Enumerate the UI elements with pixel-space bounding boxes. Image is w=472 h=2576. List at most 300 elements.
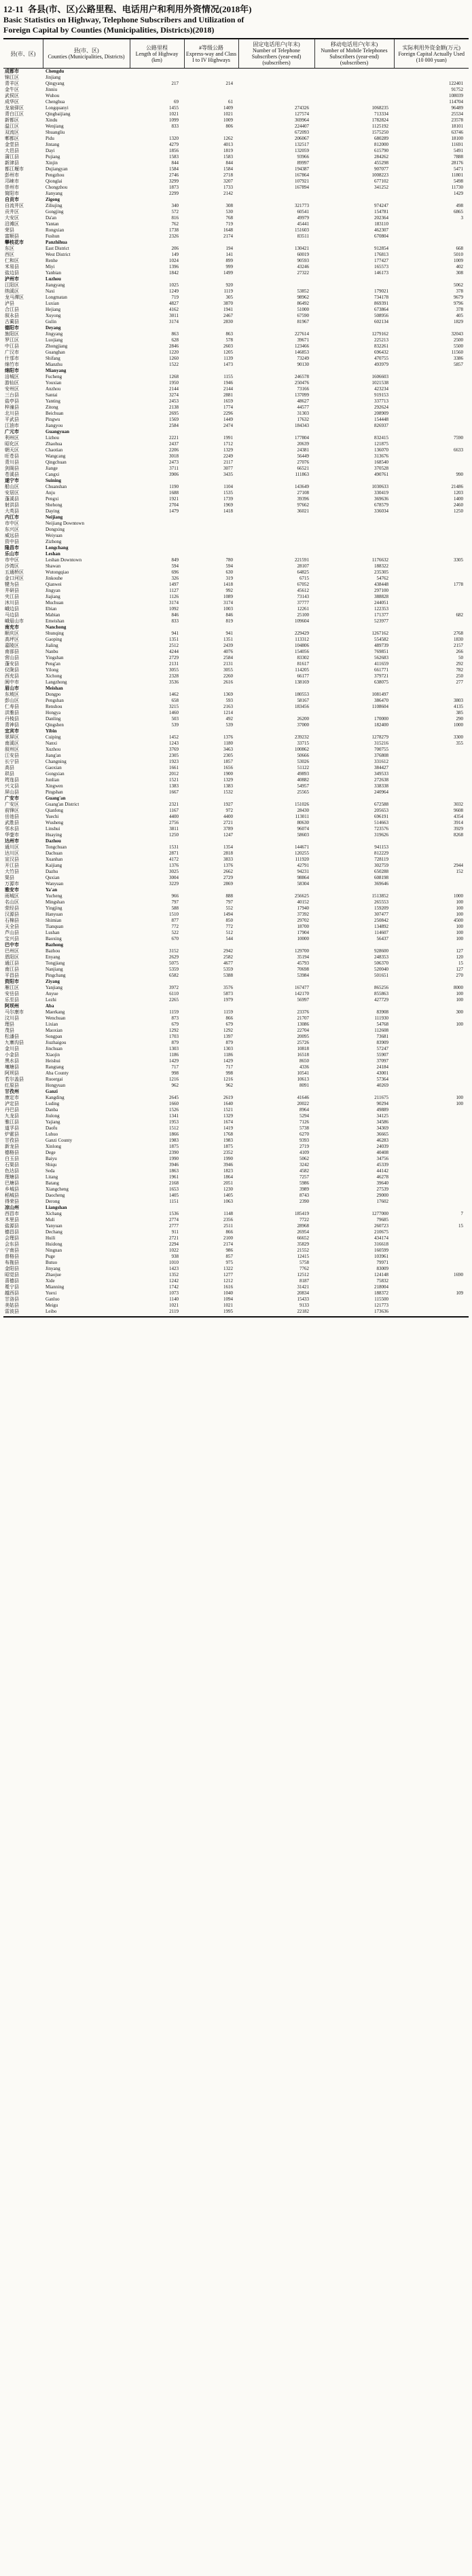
fixed-telephone: 31303 [297, 411, 309, 416]
county-name-en: Xinjin [46, 160, 58, 166]
graded-highway [184, 533, 238, 539]
table-row [3, 588, 469, 594]
mobile-telephone: 49889 [376, 1107, 388, 1113]
county-name-zh: 沙湾区 [5, 563, 19, 569]
fixed-telephone: 48627 [297, 398, 309, 404]
fixed-telephone: 40882 [297, 777, 309, 783]
region-row [3, 887, 469, 893]
table-title-en-line2: Foreign Capital by Counties (Municipalities, Districts)(2018) [3, 25, 215, 35]
county-name-zh: 叙州区 [5, 747, 19, 752]
table-row [3, 808, 469, 814]
mobile-telephone: 1108604 [371, 704, 388, 709]
table-row [3, 789, 469, 796]
table-row [3, 319, 469, 325]
fixed-telephone: 138169 [295, 679, 309, 685]
county-name-zh: 普格县 [5, 1254, 19, 1259]
region-row [3, 942, 469, 948]
highway-length: 1249 [169, 288, 179, 294]
foreign-capital [394, 69, 469, 75]
county-name-en: Xingwen [46, 783, 63, 789]
fixed-telephone: 97662 [297, 502, 309, 508]
highway-length: 1923 [169, 759, 179, 764]
fixed-telephone: 4582 [299, 1168, 309, 1174]
table-row [3, 1058, 469, 1064]
foreign-capital: 2460 [454, 502, 463, 508]
foreign-capital: 990 [456, 472, 463, 477]
highway-length: 938 [171, 1254, 179, 1259]
foreign-capital: 127 [456, 948, 463, 954]
foreign-capital: 5498 [454, 179, 463, 184]
mobile-telephone [314, 521, 394, 527]
county-name-en: Ganluo [46, 1296, 60, 1302]
county-name-zh: 雨城区 [5, 893, 19, 899]
county-name-en: Leshan [46, 551, 60, 557]
foreign-capital [394, 276, 469, 282]
fixed-telephone: 45441 [297, 221, 309, 227]
county-name-en: Ya'an [46, 887, 58, 893]
county-name-en: Liangshan [46, 1205, 67, 1210]
highway-length: 1405 [169, 1193, 179, 1198]
county-name-en: Jiulong [46, 1113, 60, 1119]
highway-length: 3906 [169, 472, 179, 477]
county-name-zh: 洪雅县 [5, 710, 19, 715]
county-name-en: Chengdu [46, 69, 65, 74]
county-name-en: Qingbaijiang [46, 111, 71, 117]
table-row [3, 881, 469, 887]
table-row [3, 124, 469, 130]
mobile-telephone: 832261 [374, 343, 388, 349]
county-name-en: Shifang [46, 356, 60, 361]
county-name-en: Linshui [46, 826, 60, 832]
fixed-telephone: 53026 [297, 759, 309, 764]
mobile-telephone [314, 81, 394, 87]
county-name-zh: 射洪县 [5, 502, 19, 508]
foreign-capital [394, 1162, 469, 1168]
graded-highway: 61 [228, 99, 233, 105]
fixed-telephone: 100862 [295, 747, 309, 752]
fixed-telephone: 132517 [295, 142, 309, 147]
table-row [3, 460, 469, 466]
mobile-telephone: 734178 [374, 295, 388, 300]
table-row [3, 1284, 469, 1290]
region-row [3, 368, 469, 374]
foreign-capital [394, 405, 469, 411]
highway-length: 2746 [169, 172, 179, 178]
table-row [3, 227, 469, 234]
mobile-telephone [314, 99, 394, 105]
highway-length: 69 [174, 99, 179, 105]
county-name-en: East District [46, 246, 69, 251]
highway-length: 2629 [169, 954, 179, 960]
fixed-telephone: 256625 [295, 893, 309, 899]
county-name-en: Zhongjiang [46, 343, 68, 349]
county-name-zh: 东坡区 [5, 692, 19, 697]
highway-length: 1921 [169, 496, 179, 502]
highway-length: 6110 [169, 991, 179, 996]
foreign-capital: 2500 [454, 337, 463, 343]
highway-length: 658 [171, 698, 179, 703]
fixed-telephone: 12415 [297, 1254, 309, 1259]
table-row [3, 160, 469, 166]
county-name-zh: 万源市 [5, 881, 19, 886]
highway-length [130, 130, 184, 136]
county-name-zh: 营山县 [5, 655, 19, 660]
graded-highway: 1021 [223, 1303, 233, 1308]
table-row [3, 380, 469, 386]
table-row [3, 1223, 469, 1229]
fixed-telephone: 274326 [295, 105, 309, 111]
county-name-en: Ganzi [46, 1089, 58, 1094]
mobile-telephone: 307477 [374, 912, 388, 917]
foreign-capital: 6865 [454, 209, 463, 214]
foreign-capital: 100 [456, 1022, 463, 1027]
mobile-telephone: 250842 [374, 918, 388, 923]
county-name-en: Ziliujing [46, 203, 62, 208]
mobile-telephone: 670804 [374, 234, 388, 239]
graded-highway: 1159 [223, 1009, 233, 1015]
foreign-capital: 127 [456, 967, 463, 972]
county-name-en: Rangtang [46, 1064, 64, 1070]
graded-highway [184, 979, 238, 985]
graded-highway: 1119 [223, 288, 233, 294]
graded-highway: 1214 [223, 710, 233, 715]
graded-highway: 3077 [223, 466, 233, 471]
highway-length: 879 [171, 1040, 179, 1045]
foreign-capital [394, 1303, 469, 1309]
county-name-zh: 市中区 [5, 521, 19, 526]
county-name-en: Zhaohua [46, 441, 62, 447]
graded-highway: 1616 [223, 1284, 233, 1290]
county-name-en: Mianning [46, 1284, 65, 1290]
county-name-zh: 巴中市 [5, 942, 19, 948]
mobile-telephone: 179021 [374, 288, 388, 294]
highway-length: 1220 [169, 350, 179, 355]
table-row [3, 563, 469, 570]
highway-length: 2645 [169, 1095, 179, 1100]
foreign-capital [394, 1187, 469, 1193]
county-name-en: Pingwu [46, 417, 60, 422]
foreign-capital: 402 [456, 264, 463, 269]
highway-length [130, 527, 184, 533]
header-highway-length: 公路里程 Length of Highway (km) [130, 39, 184, 69]
county-name-en: Yucheng [46, 893, 62, 899]
fixed-telephone: 239232 [295, 734, 309, 740]
fixed-telephone: 53852 [297, 288, 309, 294]
mobile-telephone: 46278 [376, 1174, 388, 1180]
highway-length: 5359 [169, 967, 179, 972]
highway-length: 1842 [169, 270, 179, 276]
foreign-capital: 1690 [454, 1272, 463, 1277]
county-name-en: Anju [46, 490, 55, 496]
county-name-en: Youxian [46, 380, 62, 386]
table-row [3, 130, 469, 136]
foreign-capital: 1830 [454, 637, 463, 642]
county-name-en: Wenjiang [46, 124, 64, 129]
county-name-zh: 名山区 [5, 899, 19, 905]
fixed-telephone: 23376 [297, 1009, 309, 1015]
foreign-capital [394, 368, 469, 374]
fixed-telephone: 25565 [297, 789, 309, 795]
fixed-telephone: 167894 [295, 185, 309, 190]
county-name-en: Daofu [46, 1125, 58, 1131]
county-name-zh: 石棉县 [5, 918, 19, 923]
mobile-telephone: 45339 [376, 1162, 388, 1168]
table-row [3, 1119, 469, 1125]
foreign-capital [394, 1168, 469, 1174]
county-name-zh: 恩阳区 [5, 954, 19, 960]
county-name-zh: 纳溪区 [5, 288, 19, 294]
graded-highway: 972 [225, 808, 233, 813]
foreign-capital [394, 594, 469, 600]
fixed-telephone: 28430 [297, 808, 309, 813]
highway-length: 911 [171, 1229, 179, 1235]
highway-length: 3536 [169, 679, 179, 685]
mobile-telephone [314, 1205, 394, 1211]
county-name-en: Tongchuan [46, 844, 67, 850]
county-name-en: Lushan [46, 930, 60, 935]
graded-highway: 2869 [223, 881, 233, 886]
graded-highway [184, 87, 238, 93]
foreign-capital: 3032 [454, 802, 463, 807]
county-name-en: Meishan [46, 686, 63, 691]
county-name-en: Yanyuan [46, 1223, 62, 1229]
mobile-telephone: 501651 [374, 973, 388, 978]
county-name-zh: 游仙区 [5, 380, 19, 386]
mobile-telephone: 37097 [376, 1058, 388, 1064]
highway-length [130, 429, 184, 435]
county-name-zh: 青白江区 [5, 111, 24, 117]
fixed-telephone: 185419 [295, 1211, 309, 1216]
highway-length: 2119 [169, 1309, 179, 1314]
county-name-en: Maerkang [46, 1009, 65, 1015]
county-name-zh: 壤塘县 [5, 1064, 19, 1070]
county-name-en: Gongjing [46, 209, 64, 214]
foreign-capital [394, 75, 469, 81]
foreign-capital: 378 [456, 288, 463, 294]
graded-highway: 1089 [223, 594, 233, 599]
county-name-en: Jialing [46, 643, 58, 648]
foreign-capital: 8000 [454, 985, 463, 990]
mobile-telephone: 1278279 [371, 734, 388, 740]
county-name-zh: 旺苍县 [5, 453, 19, 459]
county-name-zh: 龙马潭区 [5, 295, 24, 300]
foreign-capital: 385 [456, 710, 463, 715]
mobile-telephone: 54762 [376, 576, 388, 581]
fixed-telephone: 39671 [297, 337, 309, 343]
graded-highway: 857 [225, 1254, 233, 1259]
county-name-en: Beichuan [46, 411, 64, 416]
county-name-en: Baiyu [46, 1156, 57, 1161]
table-row [3, 973, 469, 979]
highway-length: 762 [171, 221, 179, 227]
graded-highway: 1499 [223, 270, 233, 276]
county-name-en: Aba [46, 1003, 54, 1009]
county-name-zh: 江安县 [5, 753, 19, 758]
county-name-zh: 会理县 [5, 1235, 19, 1241]
county-name-en: Puge [46, 1254, 55, 1259]
table-row [3, 87, 469, 93]
county-name-en: Dachuan [46, 851, 62, 856]
county-name-en: Luxian [46, 301, 59, 306]
fixed-telephone: 167477 [295, 985, 309, 990]
foreign-capital: 250 [456, 673, 463, 679]
graded-highway: 717 [225, 1064, 233, 1070]
graded-highway [184, 887, 238, 893]
fixed-telephone: 28107 [297, 563, 309, 569]
highway-length: 1497 [169, 582, 179, 587]
table-row [3, 765, 469, 771]
table-row [3, 753, 469, 759]
county-name-en: Jianyang [46, 191, 62, 196]
fixed-telephone: 64825 [297, 570, 309, 575]
county-name-en: Renhe [46, 258, 58, 263]
county-name-en: Butuo [46, 1260, 58, 1265]
fixed-telephone [238, 728, 314, 734]
graded-highway: 780 [225, 557, 233, 563]
foreign-capital [394, 759, 469, 765]
graded-highway: 2051 [223, 1180, 233, 1186]
highway-length: 3018 [169, 453, 179, 459]
county-name-zh: 旌阳区 [5, 331, 19, 337]
county-name-en: Danling [46, 716, 61, 722]
highway-length: 1512 [169, 1125, 179, 1131]
table-row [3, 991, 469, 997]
highway-length: 2473 [169, 460, 179, 465]
table-row [3, 1144, 469, 1150]
fixed-telephone: 167864 [295, 172, 309, 178]
mobile-telephone: 1008223 [371, 172, 388, 178]
highway-length: 1243 [169, 741, 179, 746]
graded-highway: 578 [225, 337, 233, 343]
county-name-zh: 石渠县 [5, 1162, 19, 1168]
highway-length: 1875 [169, 1144, 179, 1149]
county-name-en: Guang'an District [46, 802, 79, 807]
mobile-telephone [314, 887, 394, 893]
graded-highway [184, 368, 238, 374]
table-row [3, 539, 469, 545]
table-row [3, 741, 469, 747]
county-name-zh: 华蓥市 [5, 832, 19, 838]
county-name-en: Pidu [46, 136, 54, 141]
mobile-telephone: 36665 [376, 1132, 388, 1137]
graded-highway: 544 [225, 936, 233, 941]
header-graded-highway: #等级公路 Express-way and Class I to IV Highways [184, 39, 238, 69]
county-name-zh: 前锋区 [5, 808, 19, 813]
table-row [3, 191, 469, 197]
county-name-zh: 蓬溪县 [5, 496, 19, 502]
foreign-capital: 11560 [451, 350, 463, 355]
foreign-capital: 4500 [454, 918, 463, 923]
foreign-capital: 50 [458, 655, 463, 660]
graded-highway: 1409 [223, 105, 233, 111]
foreign-capital: 108039 [449, 93, 463, 98]
fixed-telephone: 67052 [297, 582, 309, 587]
county-name-zh: 金阳县 [5, 1266, 19, 1271]
county-name-en: Luhuo [46, 1132, 58, 1137]
foreign-capital [394, 851, 469, 857]
county-name-en: Pengshan [46, 698, 64, 703]
county-name-zh: 平武县 [5, 417, 19, 422]
highway-length: 1660 [169, 1101, 179, 1106]
fixed-telephone: 27108 [297, 490, 309, 496]
mobile-telephone: 83909 [376, 1040, 388, 1045]
fixed-telephone: 66177 [297, 673, 309, 679]
mobile-telephone: 208909 [374, 411, 388, 416]
graded-highway: 214 [225, 81, 233, 86]
fixed-telephone: 49979 [297, 215, 309, 221]
table-row [3, 179, 469, 185]
mobile-telephone: 79971 [376, 1260, 388, 1265]
county-name-zh: 叙永县 [5, 313, 19, 318]
county-name-zh: 剑阁县 [5, 466, 19, 471]
county-name-en: West District [46, 252, 71, 257]
fixed-telephone: 44577 [297, 405, 309, 410]
highway-length: 4400 [169, 814, 179, 819]
county-name-en: Chaotian [46, 447, 63, 453]
graded-highway [184, 728, 238, 734]
table-row [3, 435, 469, 441]
table-row [3, 350, 469, 356]
county-name-en: Seda [46, 1168, 55, 1174]
table-row [3, 246, 469, 252]
county-name-zh: 青川县 [5, 460, 19, 465]
foreign-capital [394, 392, 469, 398]
county-name-en: Heishui [46, 1058, 60, 1064]
table-row [3, 1174, 469, 1180]
mobile-telephone: 29000 [376, 1193, 388, 1198]
highway-length: 1873 [169, 185, 179, 190]
mobile-telephone: 1267162 [371, 631, 388, 636]
fixed-telephone: 123466 [295, 343, 309, 349]
foreign-capital [394, 551, 469, 557]
fixed-telephone [238, 710, 314, 716]
highway-length: 4827 [169, 301, 179, 306]
highway-length: 1423 [169, 1266, 179, 1271]
mobile-telephone: 506370 [374, 960, 388, 966]
fixed-telephone: 56449 [297, 453, 309, 459]
highway-length: 1479 [169, 508, 179, 514]
graded-highway [184, 539, 238, 545]
mobile-telephone: 171377 [374, 612, 388, 618]
graded-highway: 1774 [223, 405, 233, 410]
fixed-telephone: 113312 [295, 637, 309, 642]
foreign-capital [394, 1309, 469, 1315]
table-body [3, 69, 469, 1315]
highway-length: 1953 [169, 1119, 179, 1125]
fixed-telephone: 21707 [297, 1015, 309, 1021]
graded-highway: 986 [225, 1248, 233, 1253]
graded-highway: 3174 [223, 600, 233, 605]
graded-highway: 552 [225, 906, 233, 911]
graded-highway: 5873 [223, 991, 233, 996]
mobile-telephone: 188372 [374, 1290, 388, 1296]
table-row [3, 820, 469, 826]
county-name-zh: 通江县 [5, 960, 19, 966]
mobile-telephone: 678579 [374, 502, 388, 508]
mobile-telephone: 154448 [374, 417, 388, 422]
highway-length: 1376 [169, 863, 179, 868]
mobile-telephone [314, 979, 394, 985]
county-name-zh: 江阳区 [5, 282, 19, 288]
foreign-capital [394, 1046, 469, 1052]
highway-length: 1073 [169, 1290, 179, 1296]
fixed-telephone [238, 686, 314, 692]
fixed-telephone: 27076 [297, 460, 309, 465]
foreign-capital: 109 [456, 1290, 463, 1296]
county-name-zh: 马边县 [5, 612, 19, 618]
mobile-telephone: 56437 [376, 936, 388, 941]
county-name-zh: 松潘县 [5, 1034, 19, 1039]
